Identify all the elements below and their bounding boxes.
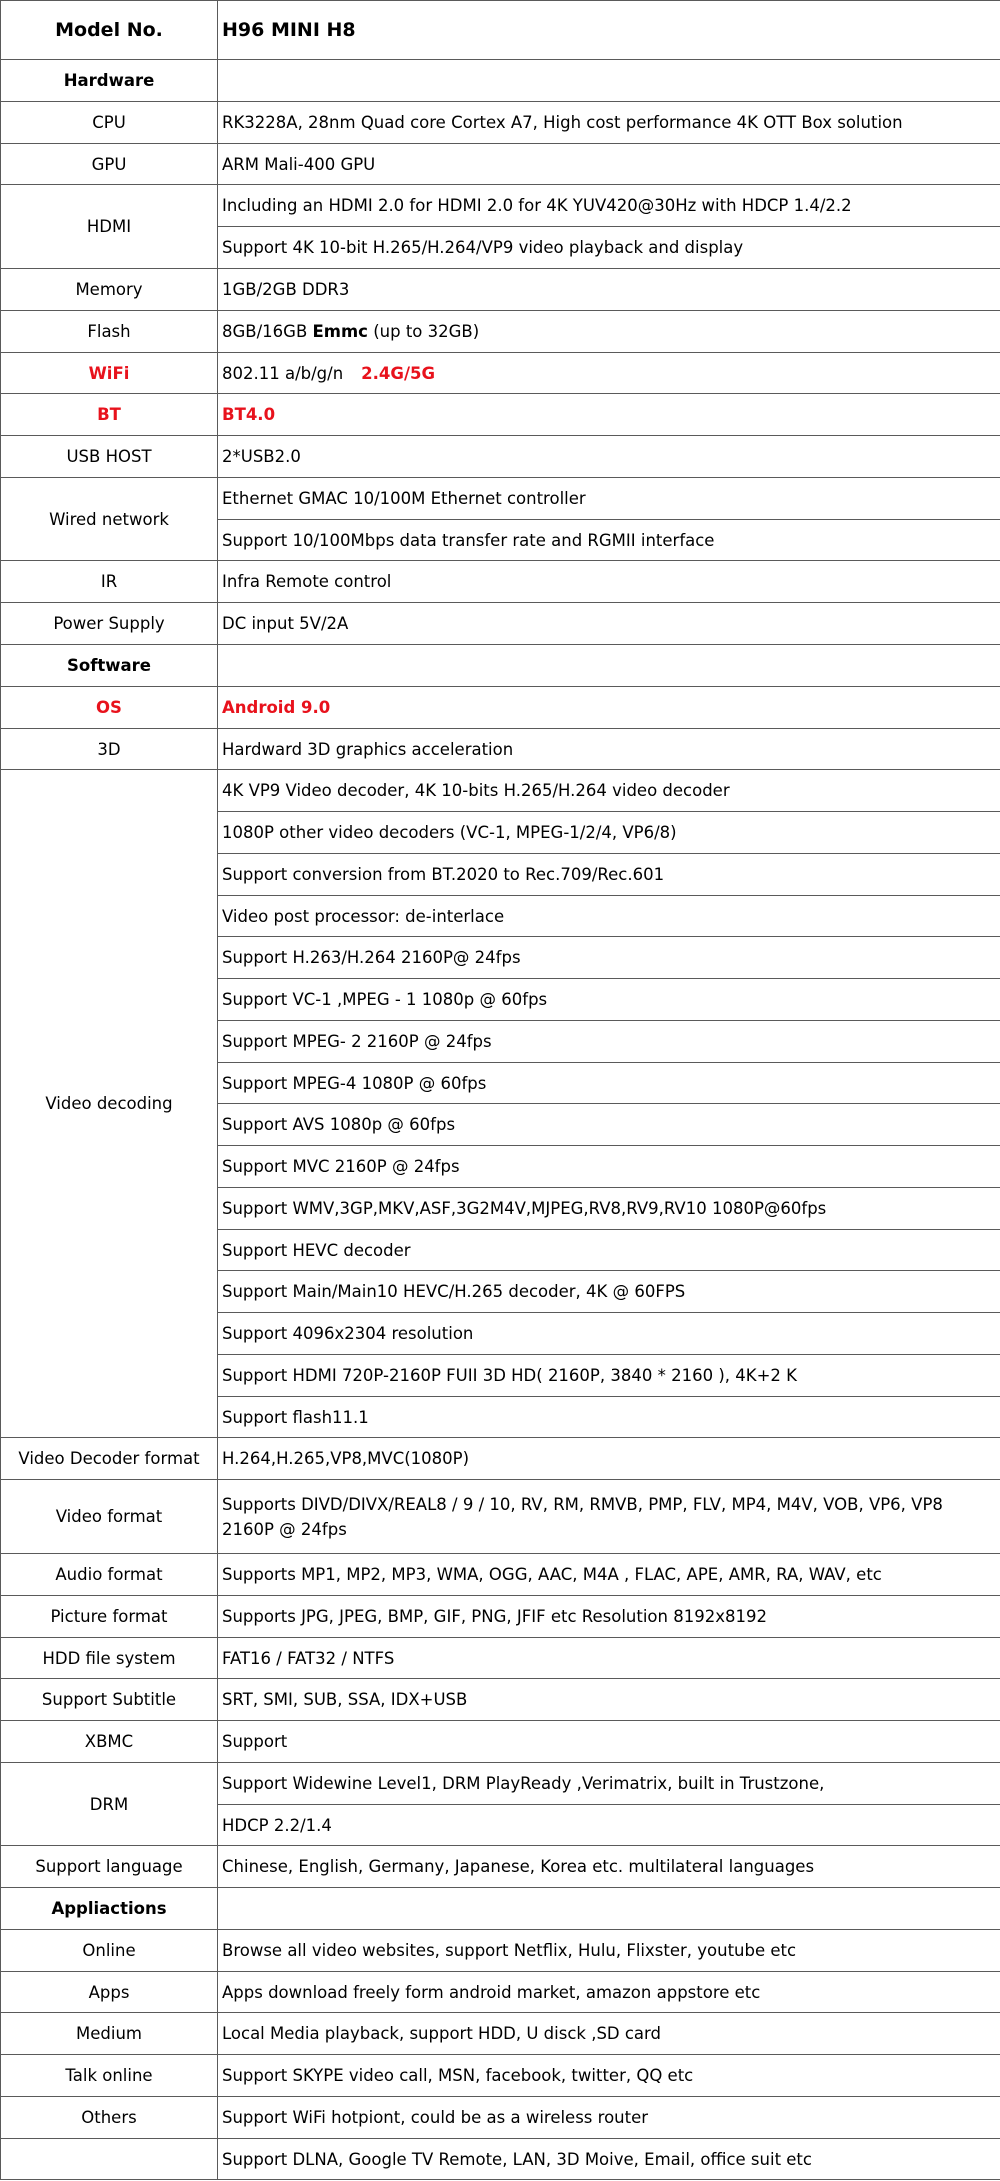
spec-row-gpu: [1, 144, 1000, 185]
spec-value-hdmi: Including an HDMI 2.0 for HDMI 2.0 for 4K YUV420@30Hz with HDCP 1.4/2.2: [218, 185, 1000, 227]
spec-value-online: Browse all video websites, support Netflix, Hulu, Flixster, youtube etc: [218, 1930, 1000, 1972]
spec-value-video-decoding: Video post processor: de-interlace: [218, 896, 1000, 937]
spec-label-wired: Wired network: [1, 478, 218, 561]
spec-row-language: [1, 1846, 1000, 1888]
spec-value-decoder-format: H.264,H.265,VP8,MVC(1080P): [218, 1438, 1000, 1480]
spec-value-video-decoding: Support Main/Main10 HEVC/H.265 decoder, 4K @ 60FPS: [218, 1271, 1000, 1313]
spec-row-os: [1, 687, 1000, 729]
spec-row-subtitle: [1, 1679, 1000, 1721]
spec-value-video-format: Supports DIVD/DIVX/REAL8 / 9 / 10, RV, RM, RMVB, PMP, FLV, MP4, M4V, VOB, VP6, VP8 2160P @ 24fps: [218, 1480, 1000, 1554]
spec-row-video-format: [1, 1480, 1000, 1554]
flash-note: (up to 32GB): [367, 322, 480, 341]
spec-row-xbmc: [1, 1721, 1000, 1763]
spec-value-video-decoding: Support flash11.1: [218, 1397, 1000, 1438]
spec-row-wifi: [1, 353, 1000, 394]
spec-value-language: Chinese, English, Germany, Japanese, Korea etc. multilateral languages: [218, 1846, 1000, 1888]
spec-value-power: DC input 5V/2A: [218, 603, 1000, 645]
spec-value-others: Support WiFi hotpiont, could be as a wireless router: [218, 2097, 1000, 2139]
spec-label-power: Power Supply: [1, 603, 218, 645]
spec-label-3d: 3D: [1, 729, 218, 770]
spec-value-3d: Hardward 3D graphics acceleration: [218, 729, 1000, 770]
spec-label-subtitle: Support Subtitle: [1, 1679, 218, 1721]
model-label: Model No.: [1, 1, 218, 60]
spec-value-video-decoding: Support HDMI 720P-2160P FUII 3D HD( 2160P, 3840 * 2160 ), 4K+2 K: [218, 1355, 1000, 1397]
spec-value-ir: Infra Remote control: [218, 561, 1000, 603]
spec-row-flash: [1, 311, 1000, 353]
spec-value-subtitle: SRT, SMI, SUB, SSA, IDX+USB: [218, 1679, 1000, 1721]
spec-value-memory: 1GB/2GB DDR3: [218, 269, 1000, 311]
section-software: Software: [1, 645, 218, 687]
spec-label-medium: Medium: [1, 2013, 218, 2055]
spec-value-video-decoding: Support AVS 1080p @ 60fps: [218, 1104, 1000, 1146]
spec-row-picture-format: [1, 1596, 1000, 1638]
spec-value-video-decoding: Support VC-1 ,MPEG - 1 1080p @ 60fps: [218, 979, 1000, 1021]
spec-value-video-decoding: 4K VP9 Video decoder, 4K 10-bits H.265/H.264 video decoder: [218, 770, 1000, 812]
spec-value-video-decoding: Support conversion from BT.2020 to Rec.709/Rec.601: [218, 854, 1000, 896]
spec-label-hdmi: HDMI: [1, 185, 218, 269]
spec-value-cpu: RK3228A, 28nm Quad core Cortex A7, High cost performance 4K OTT Box solution: [218, 102, 1000, 144]
spec-label-empty: [1, 2139, 218, 2180]
spec-row-others: [1, 2139, 1000, 2180]
flash-size: 8GB/16GB: [222, 322, 313, 341]
spec-row-online: [1, 1930, 1000, 1972]
spec-label-language: Support language: [1, 1846, 218, 1888]
spec-label-usb: USB HOST: [1, 436, 218, 478]
spec-row-talk: [1, 2055, 1000, 2097]
spec-value-os: Android 9.0: [218, 687, 1000, 729]
spec-value-xbmc: Support: [218, 1721, 1000, 1763]
spec-row-wired: [1, 478, 1000, 520]
spec-value-apps: Apps download freely form android market, amazon appstore etc: [218, 1972, 1000, 2013]
spec-value-drm: HDCP 2.2/1.4: [218, 1805, 1000, 1846]
spec-label-gpu: GPU: [1, 144, 218, 185]
spec-value-hdmi: Support 4K 10-bit H.265/H.264/VP9 video playback and display: [218, 227, 1000, 269]
spec-row-apps: [1, 1972, 1000, 2013]
section-filler: [218, 1888, 1000, 1930]
spec-label-video-format: Video format: [1, 1480, 218, 1554]
section-filler: [218, 645, 1000, 687]
model-value: H96 MINI H8: [218, 1, 1000, 60]
spec-value-video-decoding: Support HEVC decoder: [218, 1230, 1000, 1271]
spec-row-hdd: [1, 1638, 1000, 1679]
spec-row-video-decoding: [1, 770, 1000, 812]
spec-row-drm: [1, 1763, 1000, 1805]
spec-value-others: Support DLNA, Google TV Remote, LAN, 3D Moive, Email, office suit etc: [218, 2139, 1000, 2180]
spec-value-usb: 2*USB2.0: [218, 436, 1000, 478]
flash-type: Emmc: [312, 322, 368, 341]
spec-label-apps: Apps: [1, 1972, 218, 2013]
wifi-bands-highlight: 2.4G/5G: [361, 363, 435, 383]
spec-value-hdd: FAT16 / FAT32 / NTFS: [218, 1638, 1000, 1679]
spec-row-memory: [1, 269, 1000, 311]
spec-value-medium: Local Media playback, support HDD, U disck ,SD card: [218, 2013, 1000, 2055]
spec-value-wifi: [218, 353, 1000, 394]
spec-label-audio-format: Audio format: [1, 1554, 218, 1596]
spec-row-cpu: [1, 102, 1000, 144]
spec-label-others: Others: [1, 2097, 218, 2139]
spec-value-talk: Support SKYPE video call, MSN, facebook, twitter, QQ etc: [218, 2055, 1000, 2097]
spec-label-memory: Memory: [1, 269, 218, 311]
spec-label-cpu: CPU: [1, 102, 218, 144]
spec-value-gpu: ARM Mali-400 GPU: [218, 144, 1000, 185]
spec-row-usb: [1, 436, 1000, 478]
spec-value-video-decoding: Support MVC 2160P @ 24fps: [218, 1146, 1000, 1188]
spec-label-talk: Talk online: [1, 2055, 218, 2097]
spec-row-medium: [1, 2013, 1000, 2055]
spec-label-video-decoding: Video decoding: [1, 770, 218, 1438]
spec-row-3d: [1, 729, 1000, 770]
spec-row-hdmi: [1, 185, 1000, 227]
spec-label-xbmc: XBMC: [1, 1721, 218, 1763]
spec-value-wired: Support 10/100Mbps data transfer rate and RGMII interface: [218, 520, 1000, 561]
spec-label-decoder-format: Video Decoder format: [1, 1438, 218, 1480]
spec-label-wifi: WiFi: [1, 353, 218, 394]
spec-label-online: Online: [1, 1930, 218, 1972]
spec-row-ir: [1, 561, 1000, 603]
spec-value-bt: BT4.0: [218, 394, 1000, 436]
section-row: [1, 1888, 1000, 1930]
spec-row-power: [1, 603, 1000, 645]
spec-value-video-decoding: Support MPEG- 2 2160P @ 24fps: [218, 1021, 1000, 1063]
spec-row-audio-format: [1, 1554, 1000, 1596]
spec-label-drm: DRM: [1, 1763, 218, 1846]
section-applications: Appliactions: [1, 1888, 218, 1930]
spec-label-flash: Flash: [1, 311, 218, 353]
section-filler: [218, 60, 1000, 102]
spec-value-wired: Ethernet GMAC 10/100M Ethernet controller: [218, 478, 1000, 520]
section-row: [1, 645, 1000, 687]
spec-label-bt: BT: [1, 394, 218, 436]
spec-value-flash: [218, 311, 1000, 353]
section-row: [1, 60, 1000, 102]
spec-label-ir: IR: [1, 561, 218, 603]
spec-label-os: OS: [1, 687, 218, 729]
spec-row-others: [1, 2097, 1000, 2139]
spec-value-picture-format: Supports JPG, JPEG, BMP, GIF, PNG, JFIF etc Resolution 8192x8192: [218, 1596, 1000, 1638]
spec-value-video-decoding: Support H.263/H.264 2160P@ 24fps: [218, 937, 1000, 979]
section-hardware: Hardware: [1, 60, 218, 102]
wifi-standards: 802.11 a/b/g/n: [222, 363, 344, 383]
spec-value-video-decoding: 1080P other video decoders (VC-1, MPEG-1/2/4, VP6/8): [218, 812, 1000, 854]
spec-row-decoder-format: [1, 1438, 1000, 1480]
spec-value-drm: Support Widewine Level1, DRM PlayReady ,Verimatrix, built in Trustzone,: [218, 1763, 1000, 1805]
spec-label-hdd: HDD file system: [1, 1638, 218, 1679]
spec-value-video-decoding: Support MPEG-4 1080P @ 60fps: [218, 1063, 1000, 1104]
spec-label-picture-format: Picture format: [1, 1596, 218, 1638]
spec-value-video-decoding: Support 4096x2304 resolution: [218, 1313, 1000, 1355]
model-row: [1, 1, 1000, 60]
spec-value-video-decoding: Support WMV,3GP,MKV,ASF,3G2M4V,MJPEG,RV8,RV9,RV10 1080P@60fps: [218, 1188, 1000, 1230]
spec-value-audio-format: Supports MP1, MP2, MP3, WMA, OGG, AAC, M4A , FLAC, APE, AMR, RA, WAV, etc: [218, 1554, 1000, 1596]
spec-row-bt: [1, 394, 1000, 436]
